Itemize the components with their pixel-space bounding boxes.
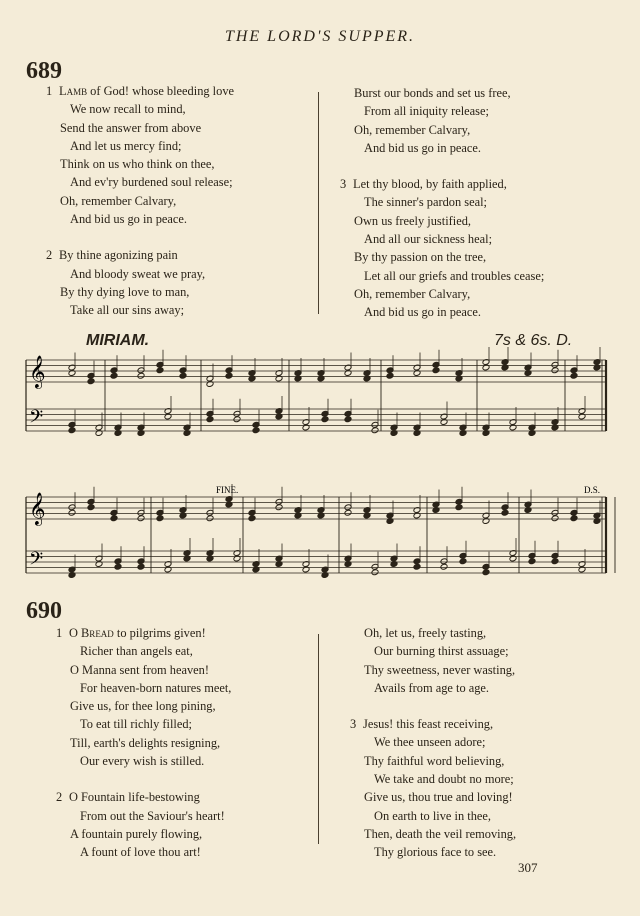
verse-line [350, 807, 516, 825]
verse-text: Let thy blood, by faith applied, [353, 177, 507, 192]
page-header: THE LORD'S SUPPER. [224, 28, 416, 45]
column-divider-690 [318, 634, 319, 844]
verse-text: We now recall to mind, [70, 102, 186, 117]
stanza-gap [56, 770, 231, 788]
note-head [371, 427, 379, 434]
verse-line [350, 642, 516, 660]
verse-text: Send the answer from above [60, 120, 202, 135]
stanza-number: 1 [46, 84, 53, 98]
note-head [440, 563, 448, 570]
bass-clef-icon: 𝄢 [29, 549, 44, 574]
note-head [206, 515, 214, 522]
verse-line [350, 661, 516, 679]
verse-text: Jesus! this feast receiving, [363, 717, 494, 732]
verse-text: Let all our griefs and troubles cease; [364, 268, 545, 283]
verse-text: From all iniquity release; [364, 104, 489, 119]
stanza-lead-word: O Bread [69, 626, 114, 640]
verse-text: Avails from age to age. [374, 680, 490, 695]
hymn-690-column-2 [350, 624, 516, 862]
tune-meter: 7s & 6s. D. [494, 332, 573, 349]
note-head [87, 504, 95, 511]
treble-clef-icon: 𝄞 [29, 355, 46, 388]
verse-text: A fountain purely flowing, [70, 826, 203, 841]
verse-text: The sinner's pardon seal; [364, 195, 488, 210]
ds-mark: D.S. [584, 485, 601, 495]
note-head [528, 558, 536, 565]
verse-line [350, 770, 516, 788]
stanza-gap [350, 697, 516, 715]
note-head [252, 427, 260, 434]
verse-text: Oh, remember Calvary, [354, 122, 471, 137]
verse-line [56, 788, 231, 806]
verse-text: And let us mercy find; [70, 138, 182, 153]
verse-line [56, 715, 231, 733]
treble-clef-icon: 𝄞 [29, 492, 46, 525]
note-head [501, 509, 509, 516]
verse-text: Give us, thou true and loving! [364, 790, 513, 805]
note-head [551, 515, 559, 522]
note-head [551, 367, 559, 374]
verse-text: And bid us go in peace. [70, 212, 187, 227]
verse-text: Own us freely justified, [354, 213, 471, 228]
note-head [344, 509, 352, 516]
verse-text: To eat till richly filled; [80, 717, 192, 732]
verse-line [350, 843, 516, 861]
note-head [413, 563, 421, 570]
verse-text: of God! whose bleeding love [87, 84, 235, 98]
stanza-number: 3 [340, 177, 347, 192]
verse-text: Oh, remember Calvary, [60, 193, 177, 208]
verse-text: Oh, remember Calvary, [354, 286, 471, 301]
verse-text: to pilgrims given! [113, 626, 206, 640]
music-system-2 [26, 484, 615, 578]
verse-line [56, 807, 231, 825]
note-head [68, 427, 76, 434]
stanza-lead-word: Lamb [59, 84, 88, 98]
verse-line [56, 752, 231, 770]
note-head [110, 515, 118, 522]
verse-text: And bloody sweat we pray, [70, 266, 206, 281]
note-head [156, 367, 164, 374]
note-head [114, 563, 122, 570]
page-number: 307 [518, 860, 538, 875]
verse-text: Give us, for thee long pining, [70, 699, 216, 714]
stanza-number: 2 [46, 248, 53, 263]
stanza-number: 2 [56, 790, 63, 805]
verse-text: By thy dying love to man, [60, 284, 190, 299]
hymn-number-690: 690 [26, 598, 62, 624]
note-head [432, 367, 440, 374]
note-head [551, 558, 559, 565]
music-system-1 [26, 347, 606, 436]
verse-text: Burst our bonds and set us free, [354, 86, 511, 100]
verse-text: Our burning thirst assuage; [374, 644, 509, 659]
verse-text: By thy passion on the tree, [354, 250, 487, 265]
verse-line [56, 825, 231, 843]
note-head [137, 515, 145, 522]
note-head [570, 515, 578, 522]
verse-text: And bid us go in peace. [364, 140, 481, 155]
verse-text: Richer than angels eat, [80, 644, 193, 659]
verse-text: A fount of love thou art! [80, 845, 201, 860]
verse-line [350, 788, 516, 806]
note-head [225, 372, 233, 379]
verse-text: And ev'ry burdened soul release; [70, 175, 233, 190]
verse-text: O Fountain life-bestowing [69, 790, 200, 805]
verse-line [56, 697, 231, 715]
note-head [110, 372, 118, 379]
verse-text: O Manna sent from heaven! [70, 662, 210, 677]
verse-text: We thee unseen adore; [374, 735, 486, 750]
hymn-number-689: 689 [26, 58, 62, 84]
verse-text: We take and doubt no more; [374, 772, 514, 787]
verse-text: On earth to live in thee, [374, 808, 491, 823]
verse-line [56, 624, 231, 642]
note-head [179, 372, 187, 379]
note-head [137, 563, 145, 570]
verse-text: Think on us who think on thee, [60, 157, 215, 172]
verse-line [350, 679, 516, 697]
note-head [371, 569, 379, 576]
verse-line [350, 733, 516, 751]
fine-mark: FINE. [216, 485, 239, 495]
verse-text: Thy faithful word believing, [364, 753, 505, 768]
verse-text: For heaven-born natures meet, [80, 680, 232, 695]
verse-line [350, 624, 516, 642]
verse-line [56, 661, 231, 679]
stanza-number: 1 [56, 626, 63, 640]
verse-text: Take all our sins away; [70, 303, 185, 318]
note-head [344, 416, 352, 423]
verse-text: And all our sickness heal; [364, 232, 493, 247]
note-head [321, 416, 329, 423]
verse-text: By thine agonizing pain [59, 248, 178, 263]
note-head [459, 558, 467, 565]
note-head [137, 372, 145, 379]
bass-clef-icon: 𝄢 [29, 407, 44, 432]
hymn-690-column-1 [56, 624, 231, 862]
note-head [156, 515, 164, 522]
verse-text: Oh, let us, freely tasting, [364, 626, 487, 640]
stanza-number: 3 [350, 717, 357, 732]
verse-text: And bid us go in peace. [364, 305, 481, 320]
verse-text: Till, earth's delights resigning, [70, 735, 221, 750]
verse-text: Thy glorious face to see. [374, 845, 497, 860]
note-head [233, 416, 241, 423]
verse-line [350, 715, 516, 733]
note-head [570, 372, 578, 379]
verse-line [56, 642, 231, 660]
note-head [248, 515, 256, 522]
verse-line [56, 679, 231, 697]
verse-text: Thy sweetness, never wasting, [364, 662, 516, 677]
verse-line [56, 843, 231, 861]
note-head [275, 504, 283, 511]
note-head [482, 569, 490, 576]
note-head [386, 372, 394, 379]
verse-line [56, 734, 231, 752]
verse-text: Our every wish is stilled. [80, 754, 205, 769]
note-head [206, 416, 214, 423]
verse-text: From out the Saviour's heart! [80, 808, 225, 823]
note-head [455, 504, 463, 511]
note-head [87, 378, 95, 385]
verse-line [350, 825, 516, 843]
verse-text: Then, death the veil removing, [364, 826, 517, 841]
tune-name: MIRIAM. [86, 332, 150, 349]
verse-line [350, 752, 516, 770]
note-head [68, 509, 76, 516]
